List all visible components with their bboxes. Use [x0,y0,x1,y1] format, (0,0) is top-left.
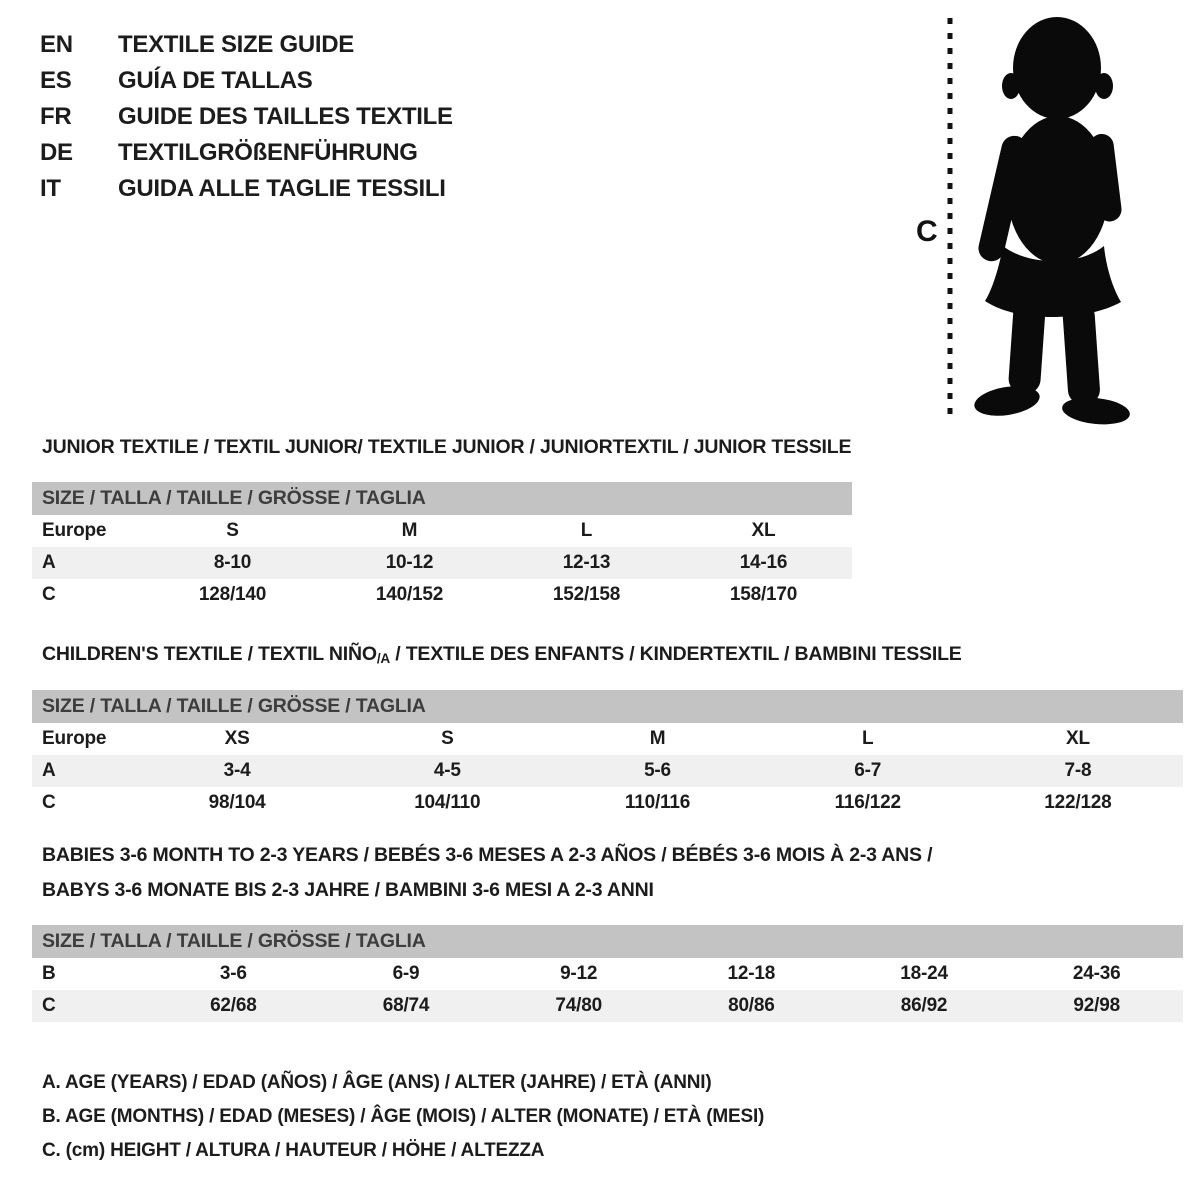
toddler-silhouette [972,17,1131,427]
table-cell: 9-12 [560,963,598,984]
legend-line-c: C. (cm) HEIGHT / ALTURA / HAUTEUR / HÖHE / ALTEZZA [42,1140,545,1161]
row-label: A [42,552,56,573]
height-figure [900,0,1200,430]
lang-title: TEXTILGRÖßENFÜHRUNG [118,139,418,166]
title-text: BABYS 3-6 MONATE BIS 2-3 JAHRE / BAMBINI 3-6 MESI A 2-3 ANNI [42,879,654,901]
table-cell: 3-4 [223,760,251,781]
title-text: CHILDREN'S TEXTILE / TEXTIL NIÑO [42,643,377,665]
row-label: Europe [42,520,107,541]
table-cell: 6-9 [392,963,420,984]
table-cell: 104/110 [414,792,481,813]
table-row [32,787,1183,819]
table-row [32,723,1183,755]
lang-code: ES [40,67,72,94]
table-cell: 10-12 [385,552,434,573]
table-cell: S [441,728,454,749]
table-cell: 98/104 [208,792,266,813]
table-cell: L [862,728,874,749]
table-cell: XL [1065,728,1090,749]
measure-label-c: C [916,215,938,248]
table-row [32,515,852,547]
lang-row-es [40,63,453,99]
table-cell: 12-13 [562,552,611,573]
table-cell: XL [751,520,776,541]
lang-row-it [40,171,453,207]
table-cell: 5-6 [644,760,671,781]
table-cell: S [226,520,239,541]
table-cell: XS [224,728,250,749]
babies-size-table [32,925,1183,1022]
table-cell: 3-6 [219,963,247,984]
table-cell: M [401,520,418,541]
children-section-title [42,637,962,676]
table-cell: 7-8 [1064,760,1092,781]
babies-section-title [42,838,932,908]
junior-section-title [42,430,851,465]
row-label: B [42,963,56,984]
section-title-line [42,838,932,873]
title-subscript: /A [376,651,391,666]
table-cell: 74/80 [555,995,602,1016]
lang-code: DE [40,139,73,166]
table-cell: 86/92 [900,995,948,1016]
children-size-table [32,690,1183,819]
table-cell: 62/68 [210,995,257,1016]
table-cell: L [580,520,593,541]
legend-block [42,1066,764,1168]
table-cell: 14-16 [739,552,788,573]
title-text: BABIES 3-6 MONTH TO 2-3 YEARS / BEBÉS 3-6 MESES A 2-3 AÑOS / BÉBÉS 3-6 MOIS À 2-3 ANS / [42,844,933,866]
row-label: C [42,792,56,813]
table-cell: 8-10 [213,552,252,573]
lang-title: GUIDE DES TAILLES TEXTILE [118,103,453,130]
junior-size-table [32,482,852,611]
lang-row-fr [40,99,453,135]
lang-row-en [40,27,453,63]
lang-code: EN [40,31,73,58]
toddler-figure-svg [900,0,1200,430]
table-cell: 92/98 [1073,995,1120,1016]
row-label: Europe [42,728,107,749]
table-row [32,958,1183,990]
lang-title: GUÍA DE TALLAS [118,67,313,94]
table-cell: 110/116 [624,792,691,813]
row-label: C [42,995,56,1016]
table-cell: 68/74 [382,995,430,1016]
lang-row-de [40,135,453,171]
title-text: / TEXTILE DES ENFANTS / KINDERTEXTIL / BAMBINI TESSILE [390,643,962,665]
title-text: JUNIOR TEXTILE / TEXTIL JUNIOR/ TEXTILE JUNIOR / JUNIORTEXTIL / JUNIOR TESSILE [42,436,852,458]
table-cell: 12-18 [727,963,776,984]
row-label: A [42,760,56,781]
table-cell: 122/128 [1044,792,1112,813]
table-cell: 140/152 [375,584,444,605]
table-cell: 6-7 [854,760,882,781]
table-cell: 24-36 [1072,963,1121,984]
lang-code: FR [40,103,72,130]
size-header-band: SIZE / TALLA / TAILLE / GRÖSSE / TAGLIA [32,482,852,515]
legend-line-a: A. AGE (YEARS) / EDAD (AÑOS) / ÂGE (ANS) / ALTER (JAHRE) / ETÀ (ANNI) [42,1072,712,1093]
table-row [32,990,1183,1022]
section-title-line [42,430,851,465]
table-cell: 152/158 [552,584,621,605]
section-title-line [42,873,932,908]
table-cell: 4-5 [433,760,461,781]
table-cell: 80/86 [728,995,775,1016]
table-row [32,547,852,579]
table-cell: M [649,728,666,749]
lang-code: IT [40,175,61,202]
table-cell: 116/122 [834,792,901,813]
row-label: C [42,584,56,605]
lang-title: TEXTILE SIZE GUIDE [118,31,354,58]
section-title-line [42,637,962,676]
table-row [32,755,1183,787]
table-cell: 18-24 [900,963,948,984]
lang-title: GUIDA ALLE TAGLIE TESSILI [118,175,446,202]
table-cell: 128/140 [198,584,267,605]
table-row [32,579,852,611]
size-header-band: SIZE / TALLA / TAILLE / GRÖSSE / TAGLIA [32,690,1183,723]
language-title-block [40,27,453,207]
size-header-band: SIZE / TALLA / TAILLE / GRÖSSE / TAGLIA [32,925,1183,958]
table-cell: 158/170 [729,584,798,605]
legend-line-b: B. AGE (MONTHS) / EDAD (MESES) / ÂGE (MOIS) / ALTER (MONATE) / ETÀ (MESI) [42,1106,765,1127]
